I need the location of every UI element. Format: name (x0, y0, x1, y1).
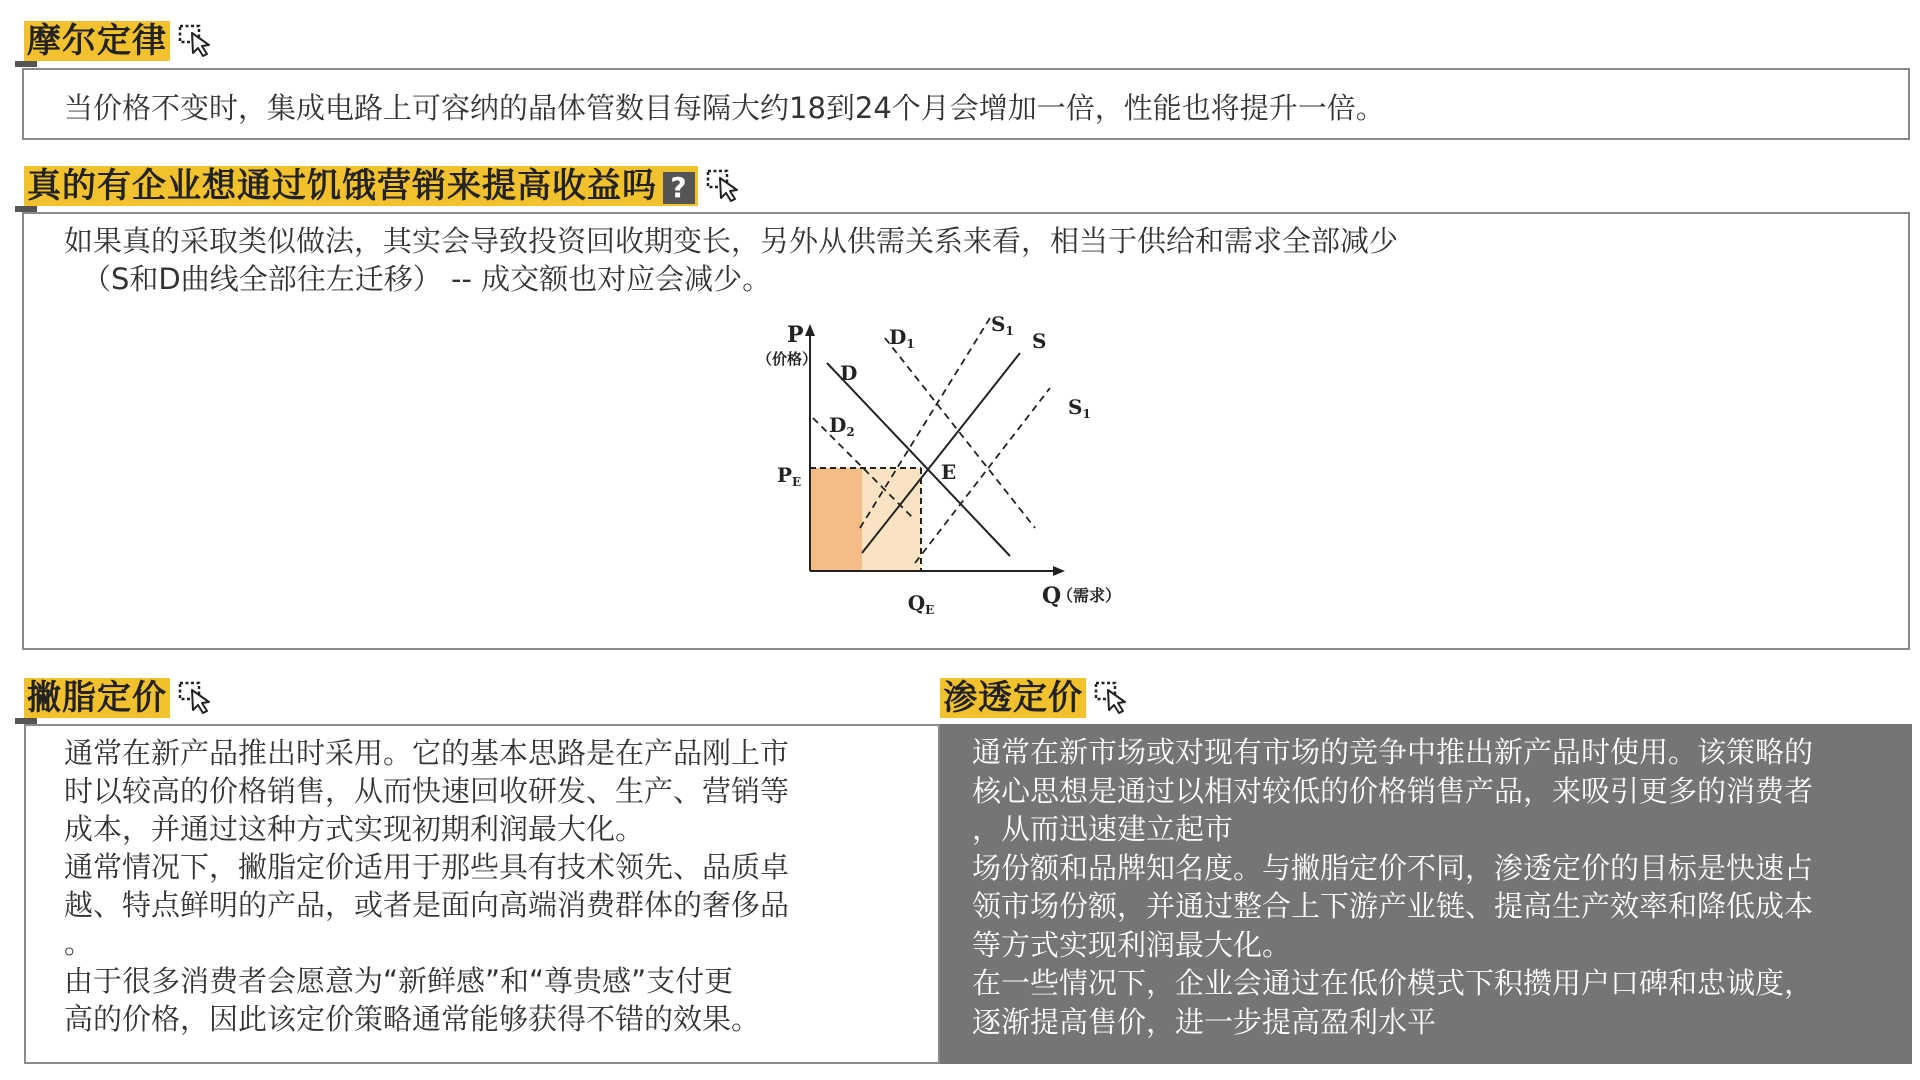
hunger-line: 如果真的采取类似做法，其实会导致投资回收期变长，另外从供需关系来看，相当于供给和需求全部减少 (64, 224, 1399, 258)
penetration-line: 领市场份额，并通过整合上下游产业链、提高生产效率和降低成本 (972, 889, 1814, 923)
penetration-line: 场份额和品牌知名度。与撇脂定价不同，渗透定价的目标是快速占 (972, 850, 1814, 885)
equilibrium-label: E (941, 460, 957, 484)
pe-main: P (777, 463, 793, 487)
skimming-line: 由于很多消费者会愿意为“新鲜感”和“尊贵感”支付更 (64, 964, 734, 998)
moore-title: 摩尔定律 (24, 21, 170, 61)
skimming-line: 通常在新产品推出时采用。它的基本思路是在产品刚上市 (64, 736, 790, 770)
skimming-line: 成本，并通过这种方式实现初期利润最大化。 (64, 812, 645, 846)
s1-top-sub: 1 (1005, 324, 1014, 338)
s1-left-curve (860, 318, 990, 528)
penetration-line: 逐渐提高售价，进一步提高盈利水平 (972, 1004, 1437, 1039)
penetration-line: 通常在新市场或对现有市场的竞争中推出新产品时使用。该策略的 (972, 735, 1814, 769)
y-axis-label: P (787, 322, 804, 348)
x-axis-arrow (1053, 566, 1065, 576)
x-axis-label: Q (1042, 583, 1062, 609)
d1-label (889, 325, 915, 351)
skimming-line: 高的价格，因此该定价策略通常能够获得不错的效果。 (64, 1002, 761, 1036)
penetration-line: 核心思想是通过以相对较低的价格销售产品，来吸引更多的消费者 (972, 773, 1814, 808)
d1-sub: 1 (906, 337, 915, 351)
supply-demand-diagram (745, 308, 1145, 618)
y-axis-arrow (805, 324, 815, 336)
hunger-title (24, 166, 698, 206)
qe-sub: E (925, 603, 935, 617)
s1-right-label (1068, 395, 1091, 421)
skimming-title: 撇脂定价 (24, 678, 170, 718)
pe-sub: E (792, 475, 802, 489)
penetration-heading (940, 678, 1130, 718)
penetration-text (972, 733, 1813, 1041)
y-axis-unit: （价格） (757, 350, 818, 368)
question-mark-icon: ? (663, 172, 695, 204)
s-curve (862, 353, 1020, 553)
hunger-title-text: 真的有企业想通过饥饿营销来提高收益吗 (27, 166, 657, 206)
revenue-area-light (862, 468, 921, 571)
cursor-select-icon (1092, 681, 1130, 715)
heading-tick (15, 61, 37, 67)
cursor-select-icon (704, 169, 742, 203)
hunger-line: （S和D曲线全部往左迁移） -- 成交额也对应会减少。 (82, 262, 772, 296)
pe-label (777, 463, 801, 489)
moore-text: 当价格不变时，集成电路上可容纳的晶体管数目每隔大约18到24个月会增加一倍，性能也将提升一倍。 (64, 91, 1385, 125)
d1-main: D (889, 325, 907, 349)
s1-top-label (991, 312, 1014, 338)
penetration-title: 渗透定价 (940, 678, 1086, 718)
penetration-line: 在一些情况下，企业会通过在低价模式下积攒用户口碑和忠诚度， (972, 966, 1814, 1000)
d2-sub: 2 (846, 425, 855, 439)
qe-main: Q (907, 591, 926, 615)
skimming-line: 越、特点鲜明的产品，或者是面向高端消费群体的奢侈品 (64, 888, 790, 922)
moore-heading (24, 21, 214, 61)
s1-top-main: S (991, 312, 1006, 336)
s1-right-curve (915, 388, 1050, 563)
cursor-select-icon (176, 24, 214, 58)
skimming-line: 。 (64, 926, 94, 960)
skimming-text (64, 734, 789, 1038)
hunger-heading (24, 166, 742, 206)
skimming-line: 通常情况下，撇脂定价适用于那些具有技术领先、品质卓 (64, 850, 790, 884)
s-label: S (1032, 329, 1047, 353)
qe-label (908, 591, 935, 617)
d-label: D (840, 361, 858, 385)
d2-main: D (829, 413, 847, 437)
hunger-text (64, 222, 1398, 298)
s1-right-main: S (1068, 395, 1083, 419)
revenue-area-dark (810, 468, 862, 571)
x-axis-unit: （需求） (1057, 586, 1122, 605)
s1-right-sub: 1 (1082, 407, 1091, 421)
skimming-heading (24, 678, 214, 718)
skimming-line: 时以较高的价格销售，从而快速回收研发、生产、营销等 (64, 774, 790, 808)
cursor-select-icon (176, 681, 214, 715)
d2-label (829, 413, 855, 439)
penetration-line: 等方式实现利润最大化。 (972, 927, 1292, 962)
penetration-line: ，从而迅速建立起市 (972, 812, 1234, 846)
